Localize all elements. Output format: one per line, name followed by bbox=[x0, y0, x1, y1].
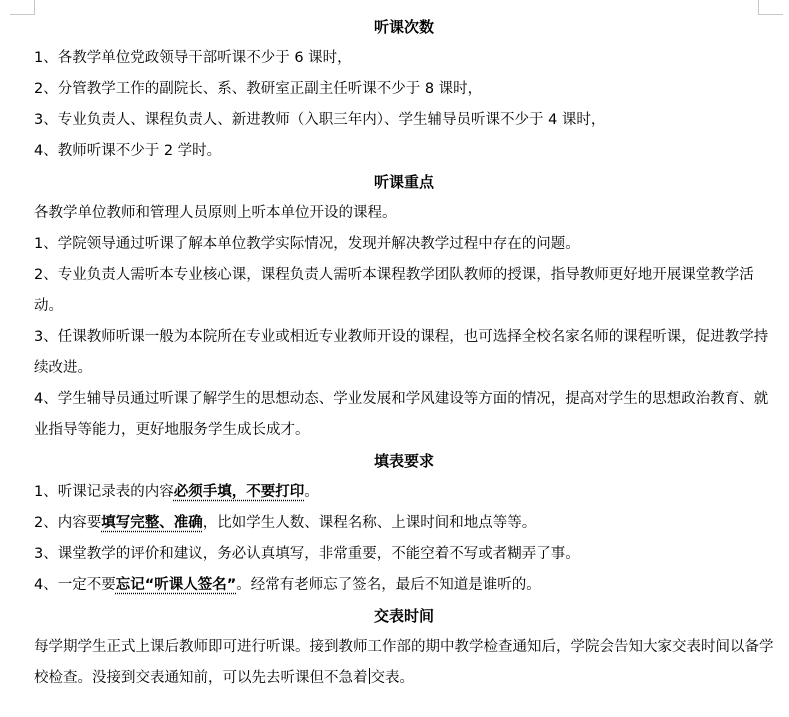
paragraph: 各教学单位教师和管理人员原则上听本单位开设的课程。 bbox=[34, 205, 397, 221]
paragraph bbox=[34, 477, 774, 508]
paragraph: 4、学生辅导员通过听课了解学生的思想动态、学业发展和学风建设等方面的情况，提高对学生的思想政治教育、就业指导等能力，更好地服务学生成长成才。 bbox=[34, 391, 769, 438]
section-heading-lecture-count: 听课次数 bbox=[373, 18, 434, 36]
emphasis-text: 忘记“听课人签名” bbox=[115, 577, 237, 593]
paragraph: 3、专业负责人、课程负责人、新进教师（入职三年内）、学生辅导员听课不少于 4 课时， bbox=[34, 112, 606, 128]
document-page bbox=[34, 12, 774, 694]
text-run: ，比如学生人数、课程名称、上课时间和地点等等。 bbox=[202, 515, 537, 531]
paragraph: 4、教师听课不少于 2 学时。 bbox=[34, 143, 222, 159]
text-run: 每学期学生正式上课后教师即可进行听课。接到教师工作部的期中教学检查通知后，学院会告知大家交表时间以备学校检查。没接到交表通知前，可以先去听课但不急着 bbox=[34, 639, 774, 686]
text-run: 2、内容要 bbox=[34, 515, 102, 531]
text-run: 1、听课记录表的内容 bbox=[34, 484, 174, 500]
paragraph: 1、学院领导通过听课了解本单位教学实际情况，发现并解决教学过程中存在的问题。 bbox=[34, 236, 580, 252]
page-corner-mark-left bbox=[10, 0, 35, 15]
text-run: 4、一定不要 bbox=[34, 577, 116, 593]
paragraph: 2、分管教学工作的副院长、系、教研室正副主任听课不少于 8 课时， bbox=[34, 81, 483, 97]
text-cursor bbox=[369, 668, 370, 684]
paragraph: 3、任课教师听课一般为本院所在专业或相近专业教师开设的课程，也可选择全校名家名师的课程听课，促进教学持续改进。 bbox=[34, 329, 769, 376]
section-heading-lecture-focus: 听课重点 bbox=[373, 173, 434, 191]
text-run: 交表。 bbox=[370, 670, 414, 686]
paragraph: 1、各教学单位党政领导干部听课不少于 6 课时， bbox=[34, 50, 352, 66]
section-heading-form-requirements: 填表要求 bbox=[373, 452, 434, 470]
paragraph: 3、课堂教学的评价和建议，务必认真填写，非常重要，不能空着不写或者糊弄了事。 bbox=[34, 546, 580, 562]
emphasis-text: 必须手填，不要打印 bbox=[173, 484, 305, 500]
paragraph: 2、专业负责人需听本专业核心课，课程负责人需听本课程教学团队教师的授课，指导教师更好地开展课堂教学活动。 bbox=[34, 267, 754, 314]
paragraph bbox=[34, 570, 774, 601]
emphasis-text: 填写完整、准确 bbox=[101, 515, 203, 531]
text-run: 。经常有老师忘了签名，最后不知道是谁听的。 bbox=[236, 577, 541, 593]
text-run: 。 bbox=[304, 484, 319, 500]
paragraph[interactable] bbox=[34, 632, 774, 694]
paragraph bbox=[34, 508, 774, 539]
section-heading-submission-time: 交表时间 bbox=[373, 607, 434, 625]
